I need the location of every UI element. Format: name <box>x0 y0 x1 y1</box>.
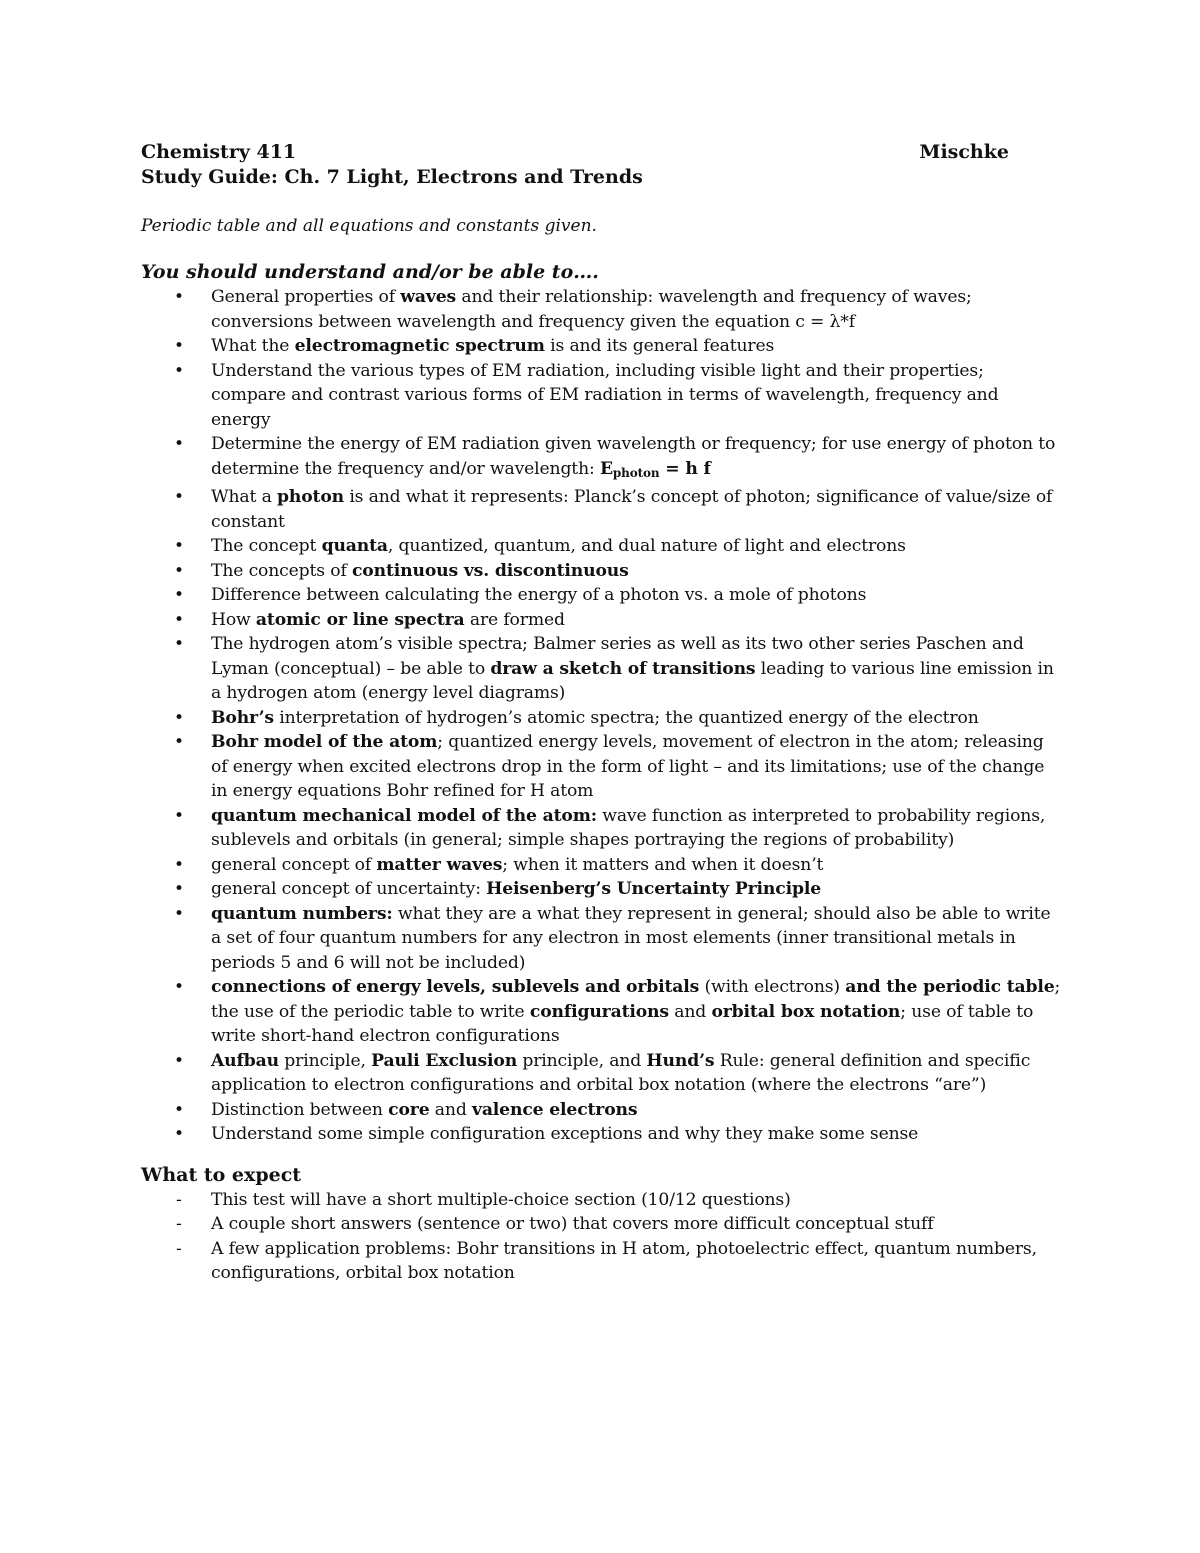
objective-item <box>141 730 1061 804</box>
objective-item <box>141 334 1061 359</box>
bold-term: valence electrons <box>471 1099 638 1120</box>
item-text: ; when it matters and when it doesn’t <box>502 854 824 875</box>
item-text: and <box>668 1001 712 1022</box>
expect-item: - A couple short answers (sentence or two) that covers more difficult conceptual stuff <box>141 1212 1061 1237</box>
item-text: The concept <box>211 536 322 556</box>
bold-term: configurations <box>529 1001 669 1022</box>
bold-term: draw a sketch of transitions <box>490 658 756 679</box>
objective-item <box>141 1098 1061 1123</box>
objective-item <box>141 902 1061 976</box>
objective-item <box>141 608 1061 633</box>
bold-term: orbital box notation <box>711 1001 901 1022</box>
bold-term: photon <box>277 487 344 507</box>
bold-term: Pauli Exclusion <box>371 1050 518 1071</box>
item-text: ; the use of the periodic table to write <box>211 977 1061 1022</box>
item-text: and <box>429 1099 472 1120</box>
objectives-heading: You should understand and/or be able to…. <box>141 261 599 283</box>
item-text: general concept of <box>211 854 377 875</box>
objective-item <box>141 485 1061 534</box>
document-content <box>141 140 1061 1286</box>
item-text: Understand the various types of EM radiation, including visible light and their properties; compare and contrast various forms of EM radiation in terms of wavelength, frequency and energy <box>211 360 999 430</box>
photon-energy-equation: Ephoton = h f <box>599 458 711 480</box>
objective-item <box>141 706 1061 731</box>
expect-item: - This test will have a short multiple-choice section (10/12 questions) <box>141 1188 1061 1213</box>
item-text: What the <box>211 336 295 356</box>
item-text: ; use of table to write short-hand electron configurations <box>211 1001 1034 1046</box>
expect-heading: What to expect <box>141 1163 302 1186</box>
objective-item <box>141 432 1061 485</box>
bold-term: and the periodic table <box>845 977 1055 997</box>
bold-term: waves <box>400 287 457 307</box>
item-text: principle, <box>278 1050 372 1071</box>
objective-item <box>141 877 1061 902</box>
item-text: ; quantized energy levels, movement of electron in the atom; releasing of energy when excited electrons drop in the form of light – and its limitations; use of the change in energy equations Bohr refined for H atom <box>211 732 1045 801</box>
bold-term: Aufbau <box>211 1050 279 1071</box>
bold-term: atomic or line spectra <box>255 609 465 630</box>
bold-term: electromagnetic spectrum <box>294 336 545 356</box>
item-text: The concepts of <box>211 560 352 581</box>
bold-term: connections of energy levels, sublevels and orbitals <box>211 977 700 997</box>
objective-item <box>141 559 1061 584</box>
bold-term: core <box>388 1099 430 1120</box>
course-title: Chemistry 411 <box>141 141 297 163</box>
bold-term: quanta <box>321 536 388 556</box>
objective-item <box>141 285 1061 334</box>
bold-term: quantum numbers: <box>211 903 393 924</box>
objective-item <box>141 804 1061 853</box>
item-text: Determine the energy of EM radiation given wavelength or frequency; for use energy of photon to determine the frequency and/or wavelength: <box>211 434 1056 479</box>
item-text: interpretation of hydrogen’s atomic spectra; the quantized energy of the electron <box>273 707 979 728</box>
item-text: General properties of <box>211 287 401 307</box>
bold-term: Heisenberg’s Uncertainty Principle <box>486 879 821 899</box>
bold-term: quantum mechanical model of the atom: <box>211 805 597 826</box>
bold-term: Bohr’s <box>211 707 274 728</box>
item-text: what they are a what they represent in general; should also be able to write a set of four quantum numbers for any electron in most elements (inner transitional metals in periods 5 and 6 will not be included) <box>211 903 1051 973</box>
bold-term: continuous vs. discontinuous <box>351 560 629 581</box>
study-guide-title: Study Guide: Ch. 7 Light, Electrons and Trends <box>141 166 643 188</box>
item-text: Difference between calculating the energy of a photon vs. a mole of photons <box>211 585 867 605</box>
item-text: Rule: general definition and specific application to electron configurations and orbital box notation (where the electrons “are”) <box>211 1050 1031 1095</box>
objective-item <box>141 853 1061 878</box>
item-text: How <box>211 609 256 630</box>
objective-item <box>141 632 1061 706</box>
objectives-list <box>141 285 1061 1147</box>
item-text: is and its general features <box>544 336 775 356</box>
objective-item <box>141 534 1061 559</box>
expect-list <box>141 1188 1061 1286</box>
item-text: Distinction between <box>211 1099 389 1120</box>
objective-item <box>141 583 1061 608</box>
item-text: What a <box>211 487 278 507</box>
expect-item: - A few application problems: Bohr transitions in H atom, photoelectric effect, quantum numbers, configurations, orbital box notation <box>141 1237 1061 1286</box>
instructor-name: Mischke <box>919 141 1009 163</box>
bold-term: Bohr model of the atom <box>211 732 438 752</box>
item-text: general concept of uncertainty: <box>211 879 487 899</box>
item-text: (with electrons) <box>699 977 846 997</box>
objective-item <box>141 1122 1061 1147</box>
objective-item <box>141 359 1061 433</box>
objective-item <box>141 975 1061 1049</box>
item-text: Understand some simple configuration exceptions and why they make some sense <box>211 1124 919 1144</box>
bold-term: matter waves <box>376 854 503 875</box>
item-text: leading to various line emission in a hydrogen atom (energy level diagrams) <box>211 658 1054 703</box>
given-note: Periodic table and all equations and constants given. <box>141 216 597 236</box>
objective-item <box>141 1049 1061 1098</box>
bold-term: Hund’s <box>646 1050 715 1071</box>
item-text: are formed <box>464 609 565 630</box>
item-text: , quantized, quantum, and dual nature of light and electrons <box>387 536 906 556</box>
item-text: wave function as interpreted to probability regions, sublevels and orbitals (in general; simple shapes portraying the regions of probability) <box>211 805 1046 850</box>
header-row <box>141 140 1061 165</box>
item-text: principle, and <box>517 1050 647 1071</box>
item-text: and their relationship: wavelength and frequency of waves; conversions between wavelength and frequency given the equation c = λ*f <box>211 287 972 332</box>
item-text: is and what it represents: Planck’s concept of photon; significance of value/size of constant <box>211 487 1053 532</box>
item-text: The hydrogen atom’s visible spectra; Balmer series as well as its two other series Paschen and Lyman (conceptual) – be able to <box>211 634 1024 679</box>
